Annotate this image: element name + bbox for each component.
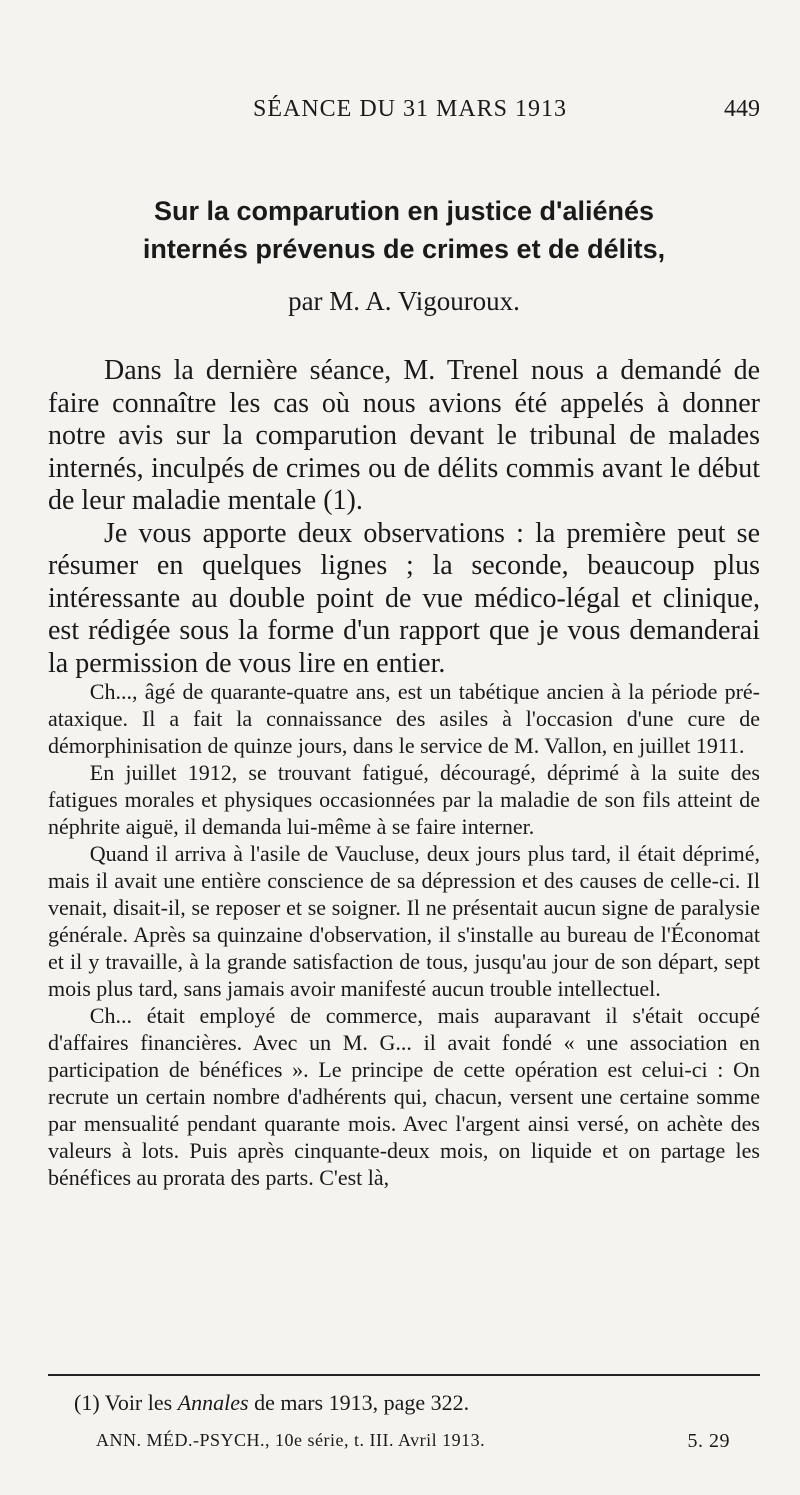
case-paragraph: Quand il arriva à l'asile de Vaucluse, deux jours plus tard, il était déprimé, mais il avait une entière conscience de sa dépression et des causes de celle-ci. Il venait, disait-il, se reposer et se soigner. Il ne présentait aucun signe de paralysie générale. Après sa quinzaine d'observation, il s'installe au bureau de l'Économat et il y travaille, à la grande satisfaction de tous, jusqu'au jour de son départ, sept mois plus tard, sans jamais avoir manifesté aucun trouble intellectuel.: [48, 841, 760, 1001]
case-report: [48, 678, 760, 1191]
article-author: par M. A. Vigouroux.: [288, 286, 520, 316]
article-title: [48, 192, 760, 268]
case-paragraph: En juillet 1912, se trouvant fatigué, découragé, déprimé à la suite des fatigues morales et physiques occasionnées par la maladie de son fils atteint de néphrite aiguë, il demanda lui-même à se faire interner.: [48, 760, 760, 839]
case-paragraph: Ch... était employé de commerce, mais auparavant il s'était occupé d'affaires financières. Avec un M. G... il avait fondé « une association en participation de bénéfices ». Le principe de cette opération est celui-ci : On recrute un certain nombre d'adhérents qui, chacun, versent une certaine somme par mensualité pendant quarante mois. Avec l'argent ainsi versé, on achète des valeurs à lots. Puis après cinquante-deux mois, on liquide et on partage les bénéfices au prorata des parts. C'est là,: [48, 1003, 760, 1190]
intro-paragraph: Je vous apporte deux observations : la première peut se résumer en quelques lignes ; la seconde, beaucoup plus intéressante au double point de vue médico-légal et clinique, est rédigée sous la forme d'un rapport que je vous demanderai la permission de vous lire en entier.: [48, 517, 760, 679]
footnote-text-before: Voir les: [104, 1390, 173, 1415]
footnote-journal-title: Annales: [177, 1390, 249, 1415]
footnote-text-after: de mars 1913, page 322.: [254, 1390, 470, 1415]
page-number: 449: [724, 96, 760, 122]
case-paragraph: Ch..., âgé de quarante-quatre ans, est un tabétique ancien à la période pré-ataxique. Il a fait la connaissance des asiles à l'occasion d'une cure de démorphinisation de quinze jours, dans le service de M. Vallon, en juillet 1911.: [48, 679, 760, 758]
running-title: SÉANCE DU 31 MARS 1913: [252, 96, 568, 122]
colophon-text: ANN. MÉD.-PSYCH., 10e série, t. III. Avril 1913.: [96, 1430, 486, 1450]
article-title-line-2: internés prévenus de crimes et de délits,: [142, 234, 666, 264]
intro-paragraph: Dans la dernière séance, M. Trenel nous a demandé de faire connaître les cas où nous avions été appelés à donner notre avis sur la comparution devant le tribunal de malades internés, inculpés de crimes ou de délits commis avant le début de leur maladie mentale (1).: [48, 355, 760, 516]
signature-mark: 5. 29: [687, 1430, 730, 1452]
footnote-marker: (1): [74, 1390, 100, 1415]
running-head: [60, 96, 760, 126]
intro-text: [48, 355, 760, 680]
footnote-rule: [48, 1374, 760, 1376]
colophon: [96, 1430, 730, 1458]
article-title-line-1: Sur la comparution en justice d'aliénés: [153, 196, 655, 226]
footnote: [74, 1390, 754, 1416]
